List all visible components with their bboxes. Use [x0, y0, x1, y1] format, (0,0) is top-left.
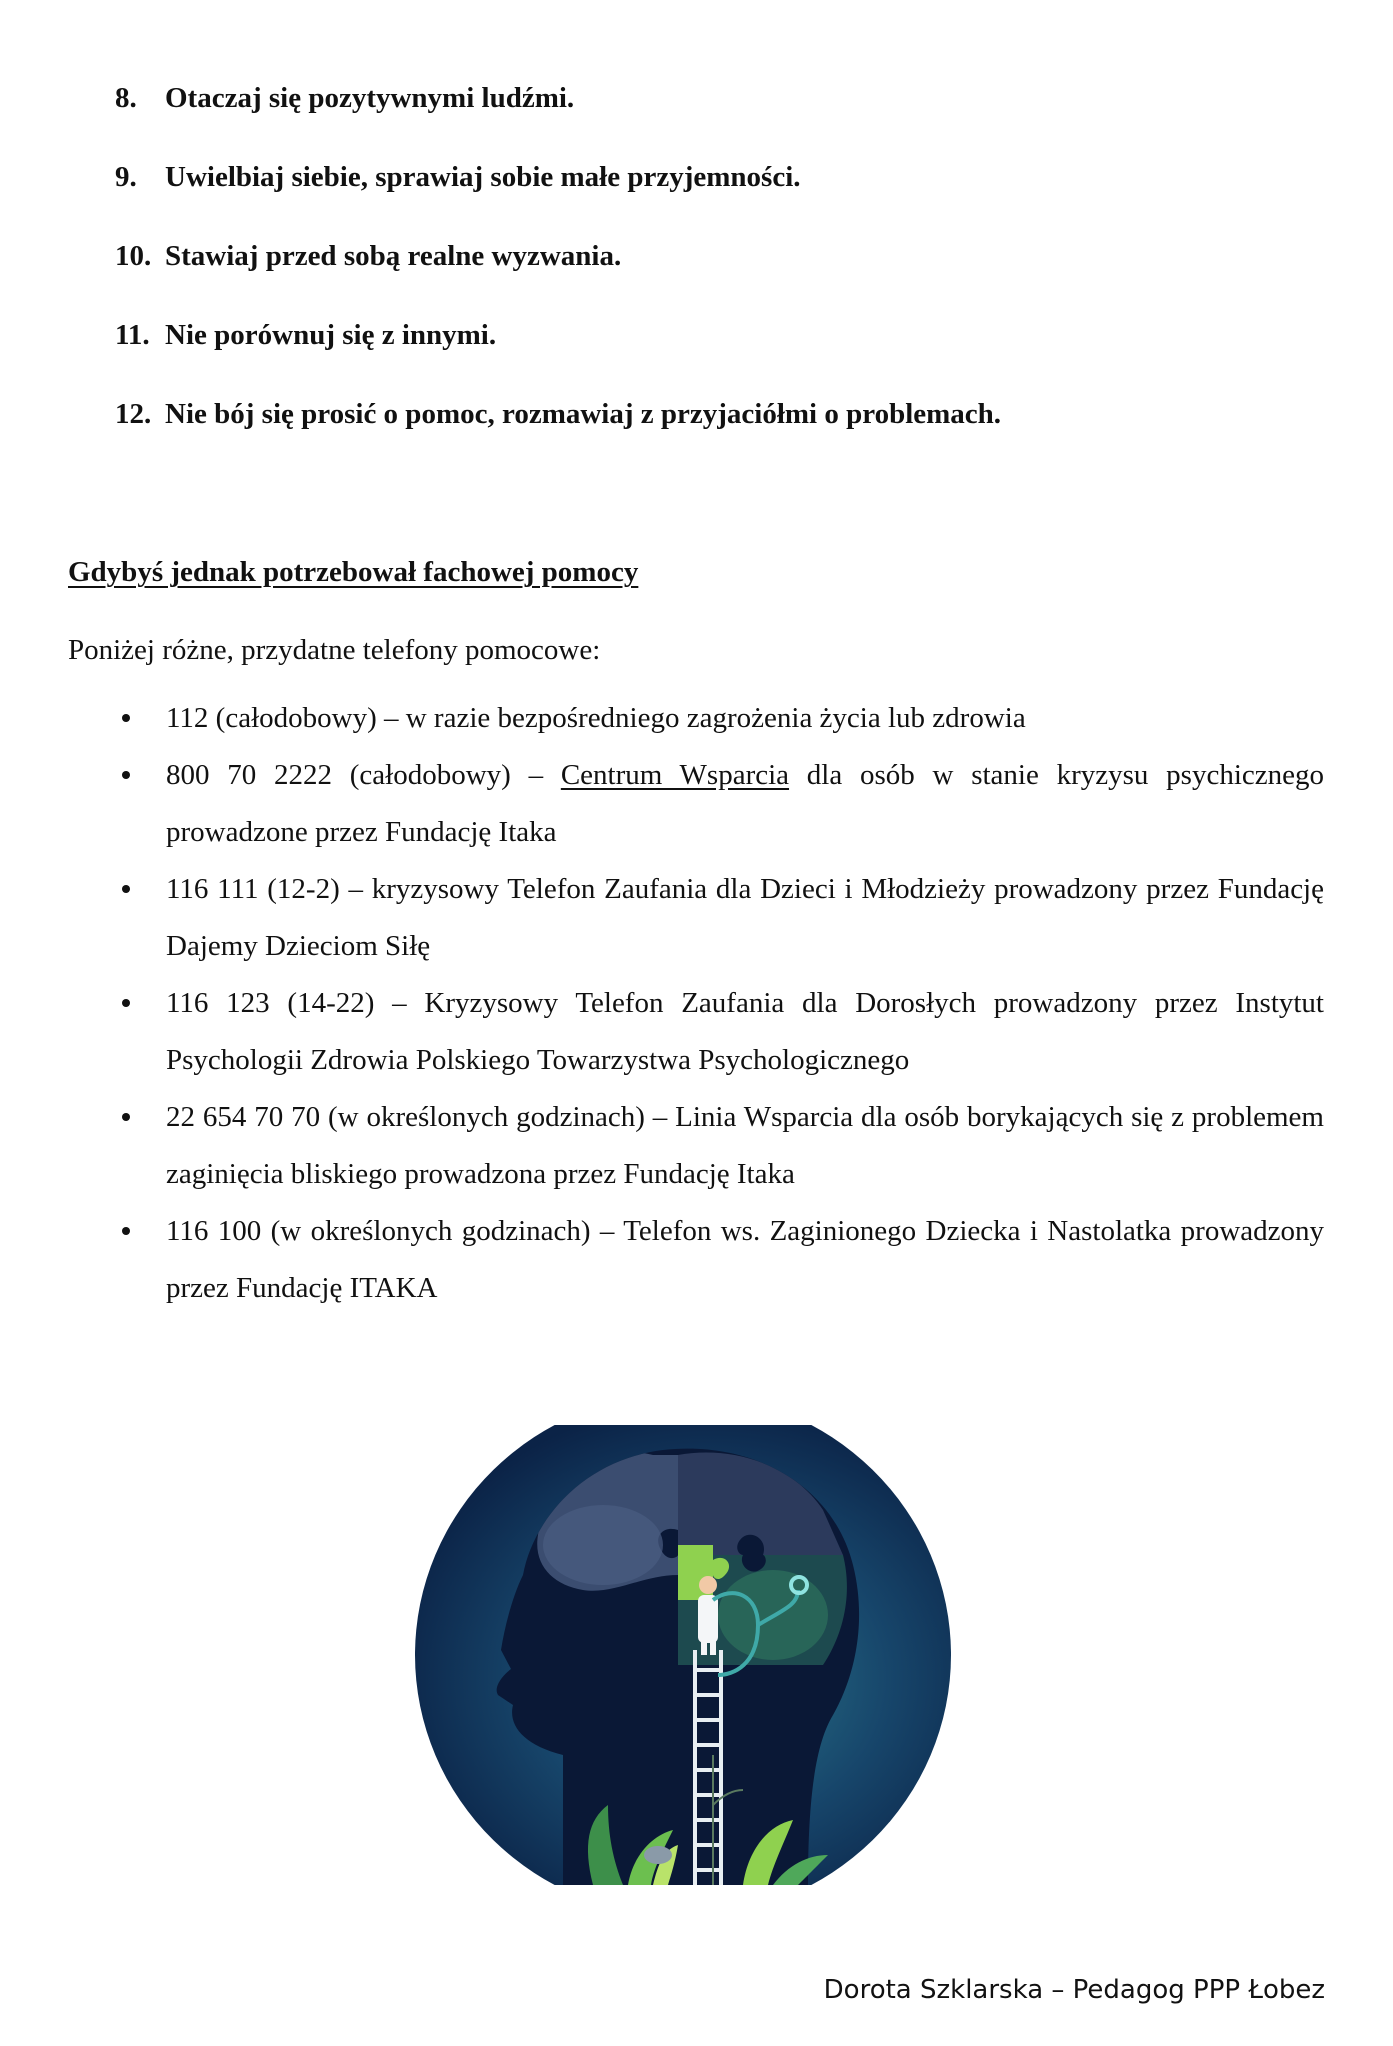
- bullet-icon: [122, 999, 130, 1007]
- list-item-number: 8.: [115, 82, 137, 114]
- bullet-icon: [122, 885, 130, 893]
- head-puzzle-illustration: [413, 1425, 953, 1885]
- section-heading: Gdybyś jednak potrzebował fachowej pomocy: [68, 556, 639, 588]
- list-item: [115, 236, 621, 276]
- helpline-item: [166, 1089, 1324, 1203]
- helpline-text: dla osób w stanie kryzysu psychicznego prowadzone przez Fundację Itaka: [166, 759, 1324, 848]
- helpline-item: [166, 975, 1324, 1089]
- bullet-icon: [122, 1113, 130, 1121]
- list-item-number: 9.: [115, 161, 137, 193]
- list-item-text: Nie porównuj się z innymi.: [165, 319, 497, 351]
- bullet-icon: [122, 714, 130, 722]
- list-item: [115, 315, 496, 355]
- centrum-wsparcia-link[interactable]: Centrum Wsparcia: [560, 759, 790, 791]
- list-item: [115, 78, 574, 118]
- list-item-number: 12.: [115, 398, 152, 430]
- helpline-text: 116 100 (w określonych godzinach) – Telefon ws. Zaginionego Dziecka i Nastolatka prowadzony przez Fundację ITAKA: [166, 1215, 1324, 1304]
- helpline-item: [166, 747, 1324, 861]
- helpline-text: 800 70 2222 (całodobowy) –: [166, 759, 561, 791]
- list-item-number: 11.: [115, 319, 150, 351]
- footer-author: Dorota Szklarska – Pedagog PPP Łobez: [823, 1975, 1325, 2005]
- bullet-icon: [122, 1227, 130, 1235]
- helpline-item: [166, 861, 1324, 975]
- list-item-text: Otaczaj się pozytywnymi ludźmi.: [165, 82, 575, 114]
- helpline-item: [166, 690, 1324, 747]
- helpline-text: 116 111 (12-2) – kryzysowy Telefon Zaufania dla Dzieci i Młodzieży prowadzony przez Fundację Dajemy Dzieciom Siłę: [166, 873, 1324, 962]
- list-item-number: 10.: [115, 240, 152, 272]
- list-item-text: Nie bój się prosić o pomoc, rozmawiaj z przyjaciółmi o problemach.: [165, 398, 1002, 430]
- helpline-text: 116 123 (14-22) – Kryzysowy Telefon Zaufania dla Dorosłych prowadzony przez Instytut Psychologii Zdrowia Polskiego Towarzystwa Psychologicznego: [166, 987, 1324, 1076]
- helpline-item: [166, 1203, 1324, 1317]
- bullet-icon: [122, 771, 130, 779]
- list-item-text: Uwielbiaj siebie, sprawiaj sobie małe przyjemności.: [165, 161, 801, 193]
- list-item: [115, 157, 801, 197]
- helpline-text: 22 654 70 70 (w określonych godzinach) – Linia Wsparcia dla osób borykających się z problemem zaginięcia bliskiego prowadzona przez Fundację Itaka: [166, 1101, 1324, 1190]
- list-item-text: Stawiaj przed sobą realne wyzwania.: [165, 240, 622, 272]
- helpline-text: 112 (całodobowy) – w razie bezpośredniego zagrożenia życia lub zdrowia: [166, 702, 1026, 734]
- intro-text: Poniżej różne, przydatne telefony pomocowe:: [68, 634, 601, 666]
- list-item: [115, 394, 1001, 434]
